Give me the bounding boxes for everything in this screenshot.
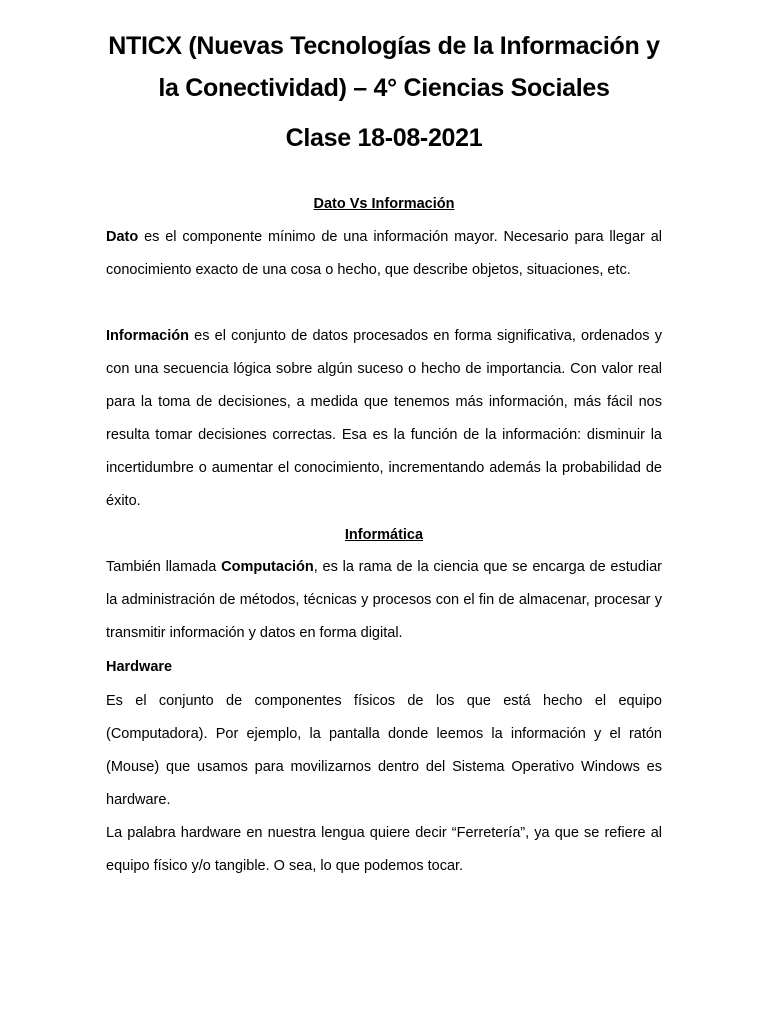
term-dato: Dato [106, 229, 139, 245]
section-heading-informatica: Informática [344, 527, 424, 543]
document-class-date: Clase 18-08-2021 [285, 124, 483, 152]
paragraph-informatica-text: , es la rama de la ciencia que se encarga de estudiar la administración de métodos, técnicas y procesos con el fin de almacenar, procesar y transmitir información y datos en forma digital. [106, 559, 662, 641]
document-title-line-2: la Conectividad) – 4° Ciencias Sociales [158, 74, 610, 102]
paragraph-informacion [106, 320, 662, 518]
document-title-line-1: NTICX (Nuevas Tecnologías de la Información y [108, 32, 660, 60]
section-heading-hardware: Hardware [106, 659, 173, 675]
paragraph-dato [106, 221, 662, 287]
paragraph-hardware: Es el conjunto de componentes físicos de los que está hecho el equipo (Computadora). Por ejemplo, la pantalla donde leemos la información y el ratón (Mouse) que usamos para movilizarnos dentro del Sistema Operativo Windows es hardware. [106, 693, 662, 808]
paragraph-informatica-intro: También llamada [106, 559, 222, 575]
paragraph-informacion-text: es el conjunto de datos procesados en forma significativa, ordenados y con una secuencia lógica sobre algún suceso o hecho de importancia. Con valor real para la toma de decisiones, a medida que tenemos más información, más fácil nos resulta tomar decisiones correctas. Esa es la función de la información: disminuir la incertidumbre o aumentar el conocimiento, incrementando además la probabilidad de éxito. [106, 328, 662, 509]
section-heading-dato-vs-informacion: Dato Vs Información [313, 196, 455, 212]
paragraph-informatica [106, 551, 662, 650]
term-informacion: Información [106, 328, 189, 344]
term-computacion: Computación [221, 559, 314, 575]
paragraph-dato-text: es el componente mínimo de una información mayor. Necesario para llegar al conocimiento exacto de una cosa o hecho, que describe objetos, situaciones, etc. [106, 229, 662, 278]
paragraph-hardware-ferreteria: La palabra hardware en nuestra lengua quiere decir “Ferretería”, ya que se refiere al equipo físico y/o tangible. O sea, lo que podemos tocar. [106, 825, 662, 874]
